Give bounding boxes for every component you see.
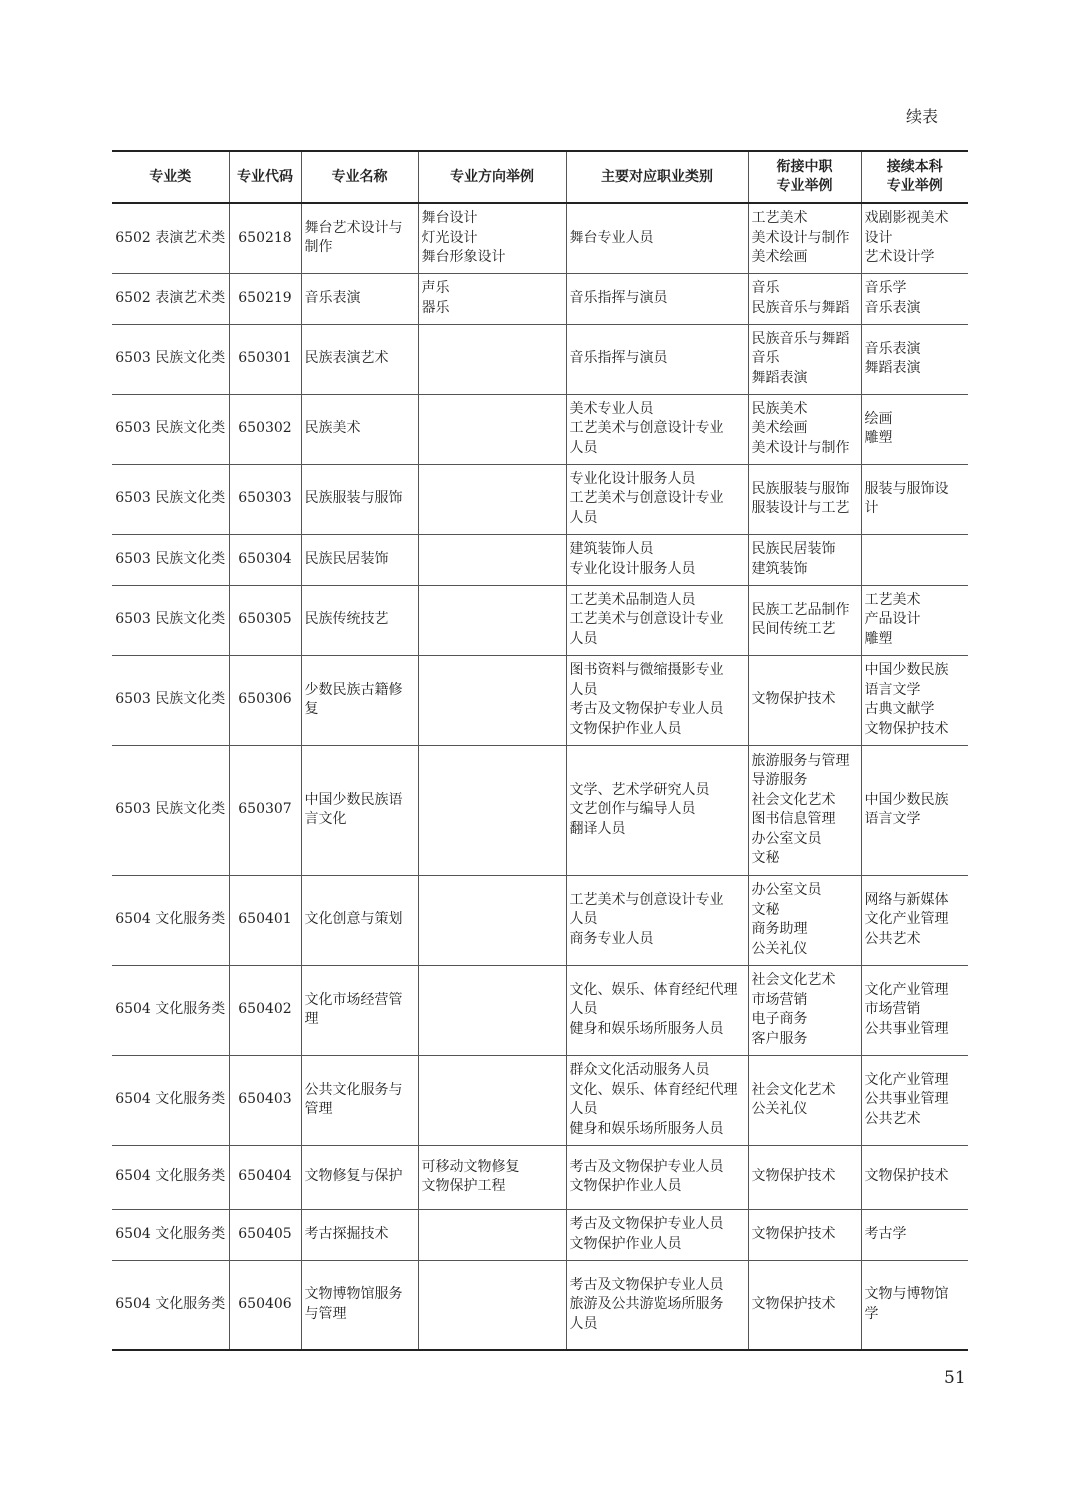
secondary-line: 市场营销 [751,991,808,1008]
name-cell [301,394,418,464]
secondary-line: 舞蹈表演 [751,369,808,386]
bachelor-line: 古典文献学 [864,701,935,717]
category-cell: 6503 民族文化类 [112,585,229,655]
name-line: 文物修复与保护 [304,1168,403,1185]
occupation-line: 考古及文物保护专业人员 [569,1276,724,1293]
code-cell: 650219 [229,273,301,324]
occupation-cell [566,1209,748,1260]
occupation-line: 人员 [569,1001,598,1018]
name-cell [301,875,418,965]
name-line: 中国少数民族语 [304,791,403,808]
table-row [112,1055,968,1145]
table-row [112,1145,968,1209]
bachelor-line: 舞蹈表演 [864,360,921,376]
occupation-line: 翻译人员 [569,820,626,837]
direction-cell [418,464,566,534]
secondary-line: 民族美术 [751,400,808,417]
secondary-line: 民族音乐与舞蹈 [751,330,850,347]
secondary-line: 旅游服务与管理 [751,752,850,769]
bachelor-cell [861,875,968,965]
continuation-label: 续表 [906,107,939,126]
secondary-line: 电子商务 [751,1011,808,1027]
bachelor-line: 工艺美术 [864,591,921,608]
name-line: 公共文化服务与 [304,1081,403,1098]
occupation-cell [566,1145,748,1209]
secondary-cell [748,534,861,585]
occupation-line: 工艺美术与创意设计专业 [569,490,724,507]
secondary-cell [748,1209,861,1260]
occupation-line: 音乐指挥与演员 [569,289,668,306]
name-line: 音乐表演 [304,289,361,306]
code-cell: 650218 [229,203,301,273]
category-cell: 6504 文化服务类 [112,1209,229,1260]
bachelor-line: 戏剧影视美术 [864,210,949,226]
bachelor-line: 服装与服饰设 [864,480,949,497]
bachelor-cell [861,534,968,585]
table-row [112,745,968,875]
secondary-line: 社会文化艺术 [751,791,836,808]
bachelor-line: 公共事业管理 [864,1091,949,1108]
occupation-line: 工艺美术与创意设计专业 [569,891,724,908]
direction-line: 舞台形象设计 [421,249,506,265]
occupation-line: 文物保护作业人员 [569,1235,682,1252]
occupation-cell [566,324,748,394]
header-bachelor-line2: 专业举例 [886,178,943,194]
occupation-line: 旅游及公共游览场所服务 [569,1296,724,1312]
occupation-cell [566,965,748,1055]
direction-cell [418,324,566,394]
header-secondary [748,151,861,203]
table-row [112,1260,968,1350]
table-body [112,203,968,1350]
code-cell: 650403 [229,1055,301,1145]
bachelor-line: 语言文学 [864,811,921,827]
direction-cell [418,534,566,585]
direction-cell [418,1209,566,1260]
occupation-line: 工艺美术品制造人员 [569,591,696,608]
code-cell: 650401 [229,875,301,965]
header-name: 专业名称 [301,151,418,203]
bachelor-line: 网络与新媒体 [864,891,949,908]
occupation-line: 人员 [569,509,598,526]
category-cell: 6502 表演艺术类 [112,203,229,273]
occupation-cell [566,745,748,875]
bachelor-line: 计 [864,500,879,516]
name-cell [301,1055,418,1145]
secondary-line: 音乐 [751,350,780,367]
bachelor-line: 雕塑 [864,430,893,446]
secondary-cell [748,965,861,1055]
category-cell: 6503 民族文化类 [112,464,229,534]
table-row [112,1209,968,1260]
name-cell [301,1145,418,1209]
name-line: 制作 [304,239,333,256]
name-cell [301,464,418,534]
bachelor-line: 雕塑 [864,630,893,647]
header-direction: 专业方向举例 [418,151,566,203]
major-catalog-table [112,150,968,1351]
name-cell [301,965,418,1055]
direction-cell [418,875,566,965]
header-code: 专业代码 [229,151,301,203]
secondary-line: 音乐 [751,280,780,296]
table-row [112,585,968,655]
name-line: 民族美术 [304,420,361,437]
name-line: 管理 [304,1101,333,1117]
name-line: 文物博物馆服务 [304,1286,403,1303]
direction-line: 器乐 [421,299,450,316]
category-cell: 6504 文化服务类 [112,1260,229,1350]
direction-line: 灯光设计 [421,229,478,246]
occupation-line: 美术专业人员 [569,400,654,417]
secondary-line: 民族服装与服饰 [751,480,850,497]
secondary-cell [748,203,861,273]
table-row [112,655,968,745]
bachelor-line: 学 [864,1305,879,1322]
secondary-cell [748,394,861,464]
direction-cell [418,273,566,324]
code-cell: 650402 [229,965,301,1055]
bachelor-line: 音乐表演 [864,340,921,357]
bachelor-line: 考古学 [864,1225,907,1242]
secondary-line: 服装设计与工艺 [751,500,850,516]
secondary-line: 客户服务 [751,1030,808,1047]
table-row [112,273,968,324]
bachelor-cell [861,585,968,655]
name-line: 民族传统技艺 [304,611,389,628]
bachelor-line: 公共艺术 [864,1110,921,1127]
secondary-line: 民族民居装饰 [751,541,836,557]
category-cell: 6503 民族文化类 [112,745,229,875]
code-cell: 650306 [229,655,301,745]
bachelor-cell [861,965,968,1055]
code-cell: 650405 [229,1209,301,1260]
occupation-line: 人员 [569,1315,598,1332]
name-line: 舞台艺术设计与 [304,219,403,236]
direction-cell [418,1260,566,1350]
secondary-cell [748,875,861,965]
bachelor-line: 绘画 [864,410,893,427]
bachelor-line: 中国少数民族 [864,791,949,808]
bachelor-line: 文化产业管理 [864,981,949,998]
secondary-line: 美术绘画 [751,420,808,437]
secondary-cell [748,1055,861,1145]
table-row [112,534,968,585]
secondary-cell [748,1145,861,1209]
secondary-line: 文秘 [751,901,780,918]
occupation-line: 群众文化活动服务人员 [569,1062,710,1078]
table-row [112,203,968,273]
direction-cell [418,745,566,875]
direction-line: 舞台设计 [421,210,478,226]
category-cell: 6503 民族文化类 [112,394,229,464]
direction-line: 声乐 [421,280,450,296]
bachelor-line: 文物保护技术 [864,720,949,737]
name-line: 文化创意与策划 [304,911,403,928]
occupation-line: 考古及文物保护专业人员 [569,1216,724,1232]
name-line: 民族民居装饰 [304,550,389,567]
category-cell: 6503 民族文化类 [112,655,229,745]
occupation-line: 文艺创作与编导人员 [569,801,696,818]
header-bachelor-line1: 接续本科 [886,159,943,175]
secondary-line: 公关礼仪 [751,1101,808,1117]
table-row [112,324,968,394]
occupation-cell [566,203,748,273]
header-bachelor [861,151,968,203]
bachelor-cell [861,324,968,394]
occupation-line: 图书资料与微缩摄影专业 [569,662,724,678]
secondary-cell [748,324,861,394]
bachelor-cell [861,394,968,464]
name-line: 考古探掘技术 [304,1225,389,1242]
secondary-line: 社会文化艺术 [751,972,836,988]
code-cell: 650303 [229,464,301,534]
direction-cell [418,585,566,655]
table-row [112,394,968,464]
page-number: 51 [944,1368,966,1388]
table-row [112,464,968,534]
direction-cell [418,655,566,745]
bachelor-line: 文化产业管理 [864,911,949,928]
category-cell: 6504 文化服务类 [112,875,229,965]
category-cell: 6503 民族文化类 [112,534,229,585]
secondary-line: 社会文化艺术 [751,1081,836,1098]
name-cell [301,745,418,875]
direction-line: 可移动文物修复 [421,1158,520,1175]
bachelor-line: 产品设计 [864,611,921,628]
secondary-line: 商务助理 [751,921,808,937]
occupation-line: 建筑装饰人员 [569,541,654,557]
secondary-line: 建筑装饰 [751,560,808,577]
header-secondary-line2: 专业举例 [776,178,833,194]
bachelor-line: 文物与博物馆 [864,1286,949,1303]
name-line: 言文化 [304,811,347,827]
header-occupation: 主要对应职业类别 [566,151,748,203]
occupation-cell [566,394,748,464]
bachelor-line: 市场营销 [864,1001,921,1018]
occupation-line: 人员 [569,911,598,928]
category-cell: 6503 民族文化类 [112,324,229,394]
bachelor-cell [861,1055,968,1145]
code-cell: 650307 [229,745,301,875]
direction-cell [418,394,566,464]
secondary-line: 文秘 [751,850,780,866]
table-row [112,965,968,1055]
name-cell [301,655,418,745]
secondary-cell [748,745,861,875]
secondary-line: 美术设计与制作 [751,439,850,456]
secondary-cell [748,464,861,534]
secondary-line: 文物保护技术 [751,691,836,708]
name-line: 与管理 [304,1305,347,1322]
name-line: 复 [304,701,319,717]
code-cell: 650302 [229,394,301,464]
name-cell [301,324,418,394]
secondary-line: 工艺美术 [751,210,808,226]
secondary-line: 图书信息管理 [751,811,836,827]
secondary-line: 导游服务 [751,772,808,788]
secondary-cell [748,273,861,324]
category-cell: 6504 文化服务类 [112,965,229,1055]
bachelor-line: 音乐学 [864,280,907,296]
occupation-cell [566,534,748,585]
secondary-line: 文物保护技术 [751,1225,836,1242]
bachelor-cell [861,745,968,875]
bachelor-cell [861,464,968,534]
occupation-line: 考古及文物保护专业人员 [569,701,724,717]
secondary-cell [748,655,861,745]
bachelor-cell [861,203,968,273]
occupation-cell [566,655,748,745]
occupation-line: 文学、艺术学研究人员 [569,781,710,798]
name-cell [301,534,418,585]
occupation-line: 文化、娱乐、体育经纪代理 [569,981,738,998]
secondary-line: 美术设计与制作 [751,229,850,246]
secondary-line: 民族音乐与舞蹈 [751,299,850,316]
occupation-line: 商务专业人员 [569,930,654,947]
bachelor-cell [861,1145,968,1209]
direction-cell [418,1145,566,1209]
bachelor-line: 文化产业管理 [864,1071,949,1088]
header-row [112,151,968,203]
bachelor-line: 公共事业管理 [864,1020,949,1037]
secondary-cell [748,585,861,655]
secondary-line: 办公室文员 [751,830,822,847]
bachelor-line: 设计 [864,229,893,246]
occupation-line: 工艺美术与创意设计专业 [569,611,724,628]
bachelor-cell [861,655,968,745]
category-cell: 6502 表演艺术类 [112,273,229,324]
occupation-line: 文物保护作业人员 [569,1178,682,1194]
name-line: 少数民族古籍修 [304,681,403,698]
direction-cell [418,965,566,1055]
code-cell: 650301 [229,324,301,394]
name-cell [301,203,418,273]
name-line: 理 [304,1011,319,1027]
occupation-line: 工艺美术与创意设计专业 [569,420,724,437]
secondary-line: 公关礼仪 [751,940,808,957]
occupation-cell [566,585,748,655]
bachelor-line: 中国少数民族 [864,662,949,678]
direction-cell [418,1055,566,1145]
bachelor-line: 艺术设计学 [864,249,935,265]
bachelor-line: 文物保护技术 [864,1168,949,1185]
table-row [112,875,968,965]
occupation-line: 人员 [569,439,598,456]
bachelor-line: 语言文学 [864,681,921,698]
occupation-line: 文化、娱乐、体育经纪代理 [569,1081,738,1098]
secondary-line: 美术绘画 [751,249,808,265]
bachelor-cell [861,1209,968,1260]
bachelor-cell [861,1260,968,1350]
name-line: 文化市场经营管 [304,991,403,1008]
name-cell [301,1260,418,1350]
name-cell [301,273,418,324]
name-line: 民族表演艺术 [304,350,389,367]
occupation-line: 音乐指挥与演员 [569,350,668,367]
header-category: 专业类 [112,151,229,203]
occupation-line: 人员 [569,630,598,647]
occupation-line: 专业化设计服务人员 [569,560,696,577]
occupation-cell [566,273,748,324]
name-cell [301,585,418,655]
secondary-line: 文物保护技术 [751,1296,836,1312]
code-cell: 650404 [229,1145,301,1209]
occupation-cell [566,464,748,534]
secondary-line: 民间传统工艺 [751,621,836,637]
occupation-line: 健身和娱乐场所服务人员 [569,1120,724,1137]
bachelor-cell [861,273,968,324]
secondary-line: 办公室文员 [751,882,822,898]
occupation-cell [566,875,748,965]
code-cell: 650406 [229,1260,301,1350]
bachelor-line: 音乐表演 [864,299,921,316]
code-cell: 650305 [229,585,301,655]
name-line: 民族服装与服饰 [304,490,403,507]
occupation-line: 人员 [569,1101,598,1117]
occupation-line: 健身和娱乐场所服务人员 [569,1020,724,1037]
bachelor-line: 公共艺术 [864,930,921,947]
category-cell: 6504 文化服务类 [112,1145,229,1209]
occupation-line: 文物保护作业人员 [569,720,682,737]
occupation-line: 考古及文物保护专业人员 [569,1158,724,1175]
occupation-line: 舞台专业人员 [569,229,654,246]
occupation-cell [566,1055,748,1145]
code-cell: 650304 [229,534,301,585]
header-secondary-line1: 衔接中职 [776,159,833,175]
secondary-line: 文物保护技术 [751,1168,836,1185]
direction-cell [418,203,566,273]
direction-line: 文物保护工程 [421,1178,506,1194]
secondary-cell [748,1260,861,1350]
name-cell [301,1209,418,1260]
occupation-line: 专业化设计服务人员 [569,470,696,487]
category-cell: 6504 文化服务类 [112,1055,229,1145]
occupation-cell [566,1260,748,1350]
occupation-line: 人员 [569,681,598,698]
secondary-line: 民族工艺品制作 [751,601,850,618]
